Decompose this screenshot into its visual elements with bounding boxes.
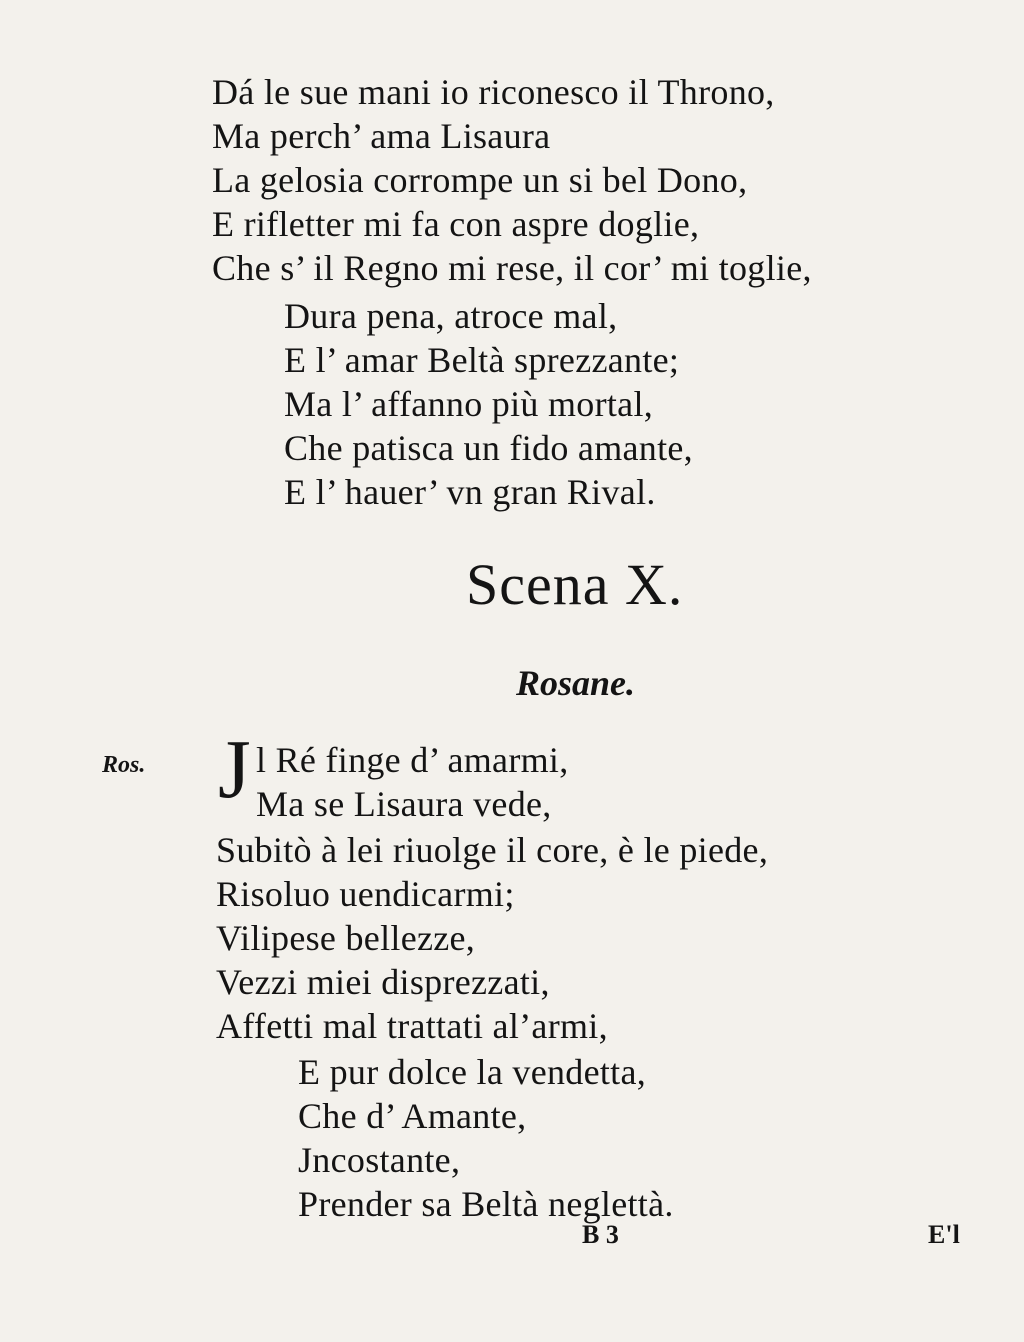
verse-line: E l’ amar Beltà sprezzante;	[284, 340, 680, 380]
signature-mark: B 3	[582, 1220, 619, 1249]
verse-line: E l’ hauer’ vn gran Rival.	[284, 472, 656, 512]
verse-line: Affetti mal trattati al’armi,	[216, 1006, 608, 1046]
verse-line: Risoluo uendicarmi;	[216, 874, 515, 914]
verse-line: Ma se Lisaura vede,	[256, 784, 552, 824]
verse-line: Dá le sue mani io riconesco il Throno,	[212, 72, 775, 112]
verse-line: E rifletter mi fa con aspre doglie,	[212, 204, 700, 244]
verse-line: Vilipese bellezze,	[216, 918, 476, 958]
verse-line: E pur dolce la vendetta,	[298, 1052, 647, 1092]
scene-title: Scena X.	[466, 552, 684, 617]
bleed-through-text	[720, 110, 728, 144]
verse-line: Dura pena, atroce mal,	[284, 296, 618, 336]
verse-line: Subitò à lei riuolge il core, è le piede,	[216, 830, 769, 870]
verse-line: Che d’ Amante,	[298, 1096, 527, 1136]
verse-line: Vezzi miei disprezzati,	[216, 962, 550, 1002]
verse-line: Prender sa Beltà neglettà.	[298, 1184, 674, 1224]
verse-line: Ma l’ affanno più mortal,	[284, 384, 654, 424]
verse-line: Che patisca un fido amante,	[284, 428, 693, 468]
verse-line: Jncostante,	[298, 1140, 461, 1180]
verse-line: Che s’ il Regno mi rese, il cor’ mi toglie,	[212, 248, 812, 288]
catchword: E'l	[928, 1220, 960, 1249]
verse-line: l Ré finge d’ amarmi,	[256, 740, 569, 780]
verse-line: Ma perch’ ama Lisaura	[212, 116, 551, 156]
speaker-name: Rosane.	[516, 663, 636, 703]
verse-line: La gelosia corrompe un si bel Dono,	[212, 160, 748, 200]
drop-cap: J	[218, 723, 251, 816]
speaker-abbreviation: Ros.	[102, 752, 146, 778]
